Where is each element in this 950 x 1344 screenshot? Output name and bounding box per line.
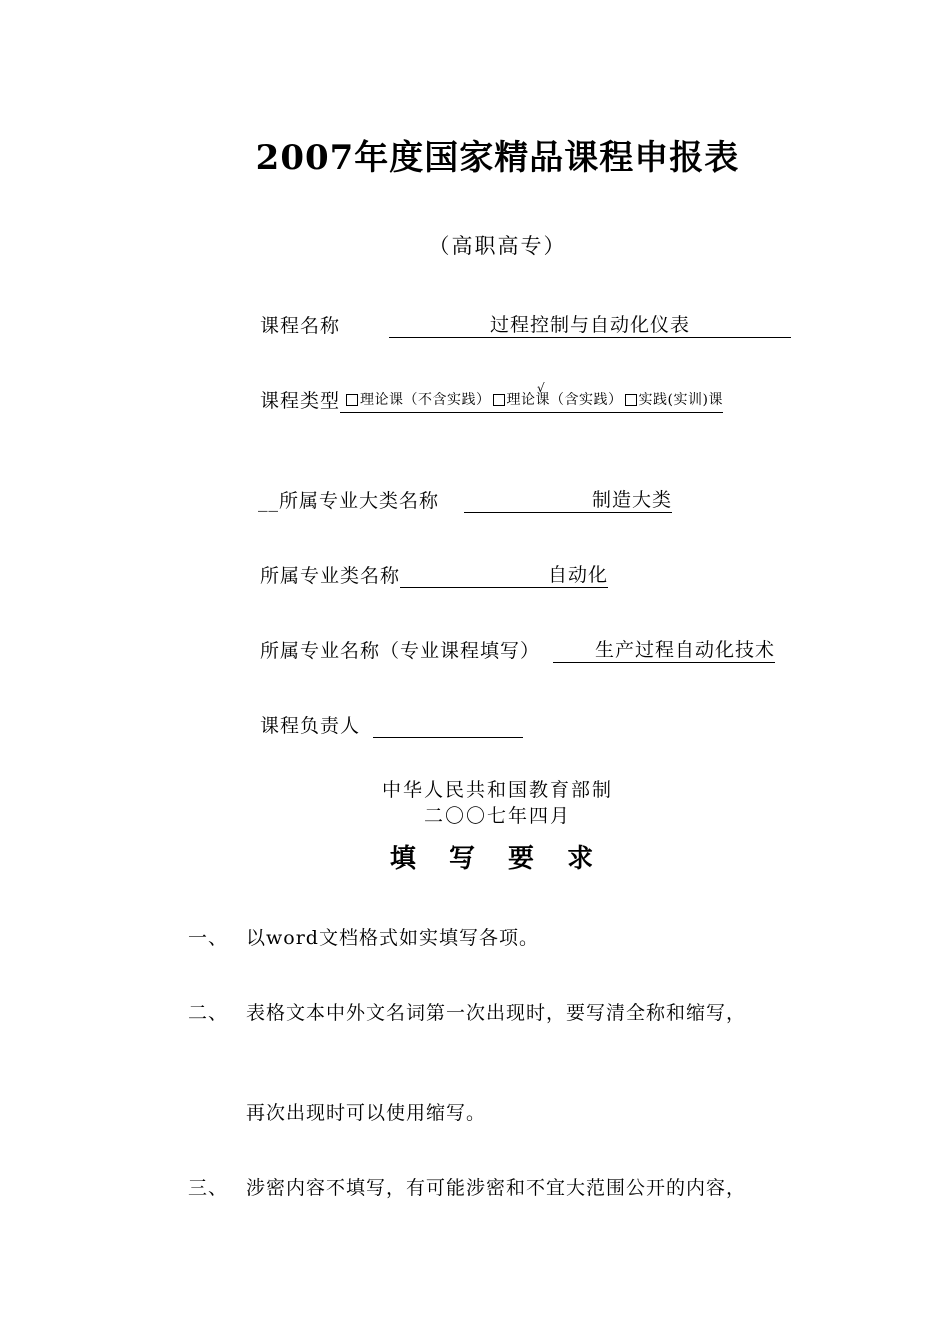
- major-class-field[interactable]: [400, 563, 608, 588]
- major-name-label: 所属专业名称（专业课程填写）: [260, 640, 541, 662]
- major-category-value: 制造大类: [592, 489, 673, 511]
- requirement-1-num: 一、: [188, 927, 229, 949]
- major-class-label: 所属专业类名称: [260, 565, 401, 587]
- course-name-label: 课程名称: [260, 315, 341, 337]
- requirements-heading: 填 写 要 求: [389, 844, 606, 874]
- requirement-2-num: 二、: [188, 1002, 229, 1024]
- issue-date: 二〇〇七年四月: [423, 805, 571, 827]
- major-class-row: [260, 561, 608, 588]
- course-leader-label: 课程负责人: [260, 715, 361, 737]
- option-practice: 实践(实训)课: [638, 392, 723, 408]
- requirement-3-num: 三、: [188, 1177, 229, 1199]
- check-mark-icon: √: [537, 381, 545, 395]
- requirement-2-text: 表格文本中外文名词第一次出现时，要写清全称和缩写，: [246, 1002, 747, 1024]
- major-name-value: 生产过程自动化技术: [595, 639, 776, 661]
- course-leader-field[interactable]: [373, 713, 523, 738]
- major-name-row: [260, 636, 775, 663]
- checkbox-theory-no-practice[interactable]: [346, 394, 358, 406]
- option-theory-no-practice: 理论课（不含实践）: [360, 392, 491, 408]
- checkbox-theory-with-practice[interactable]: [493, 394, 505, 406]
- requirement-2-continued: 再次出现时可以使用缩写。: [246, 1102, 487, 1124]
- form-title: 2007年度国家精品课程申报表: [255, 138, 740, 178]
- course-type-label: 课程类型: [260, 390, 341, 412]
- major-category-label: __所属专业大类名称: [258, 490, 440, 512]
- requirement-1-text: 以word文档格式如实填写各项。: [246, 927, 539, 949]
- major-category-field[interactable]: [464, 488, 672, 513]
- issuer: 中华人民共和国教育部制: [381, 779, 613, 801]
- course-name-field[interactable]: [389, 313, 791, 338]
- form-subtitle: （高职高专）: [428, 234, 567, 258]
- major-name-field[interactable]: [553, 638, 775, 663]
- course-type-row: [260, 386, 723, 413]
- requirement-3-text: 涉密内容不填写，有可能涉密和不宜大范围公开的内容，: [246, 1177, 747, 1199]
- course-leader-row: [260, 711, 523, 738]
- major-class-value: 自动化: [548, 564, 609, 586]
- course-name-value: 过程控制与自动化仪表: [490, 314, 691, 336]
- course-name-row: [260, 311, 791, 338]
- major-category-row: [258, 486, 672, 513]
- option-theory-with-practice: 理论课（含实践）: [506, 392, 623, 408]
- course-type-options: [340, 388, 723, 413]
- checkbox-practice[interactable]: [625, 394, 637, 406]
